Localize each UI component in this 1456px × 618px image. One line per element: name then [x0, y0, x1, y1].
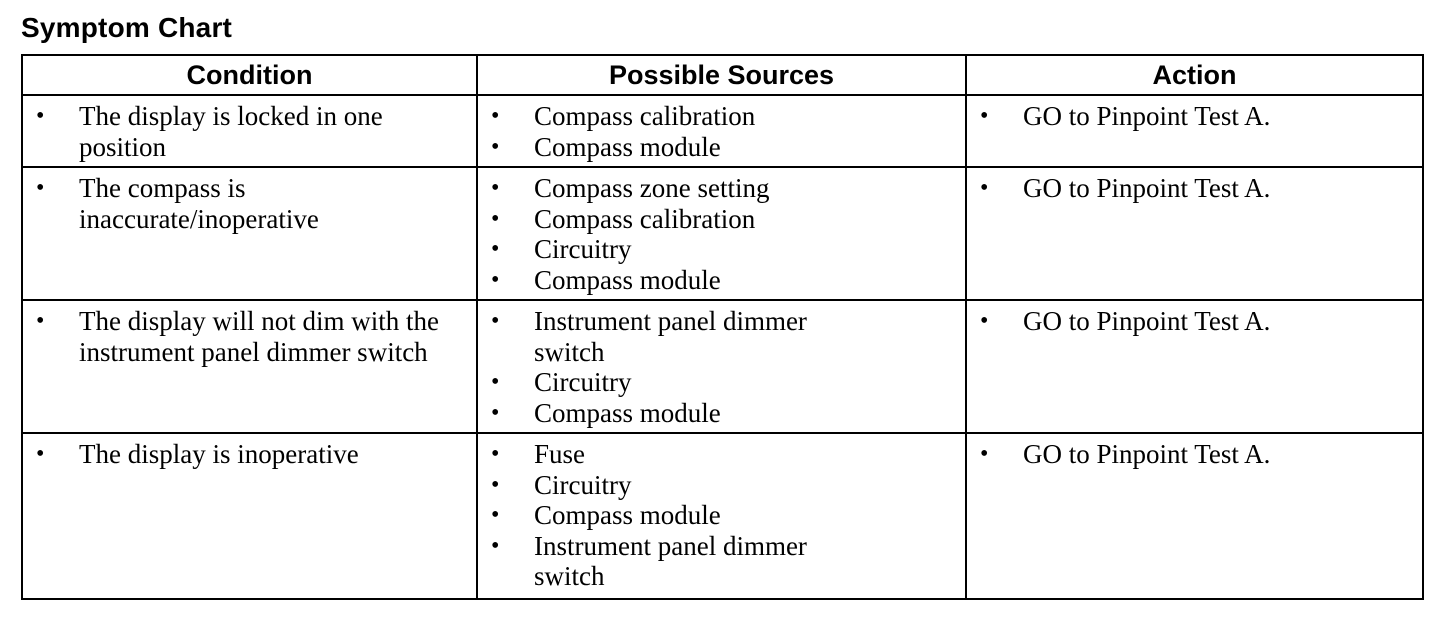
bullet-icon: •: [491, 175, 500, 201]
bullet-icon: •: [36, 441, 45, 467]
symptom-table: [21, 54, 1424, 600]
bullet-icon: •: [491, 369, 500, 395]
header-possible-sources: Possible Sources: [477, 55, 966, 95]
list-item: • Instrument panel dimmer switch: [491, 306, 807, 367]
list-item: • Compass module: [491, 500, 721, 530]
list-item: • Instrument panel dimmer switch: [491, 530, 807, 591]
condition-cell: [22, 433, 477, 599]
list-item: • The display will not dim with the instrument panel dimmer switch: [36, 306, 439, 367]
table-row: [22, 167, 1423, 300]
list-item: • GO to Pinpoint Test A.: [980, 306, 1271, 336]
list-item: • Compass module: [491, 264, 721, 295]
page-title: Symptom Chart: [21, 12, 233, 43]
condition-cell: [22, 300, 477, 433]
bullet-icon: •: [36, 103, 45, 129]
list-item: • GO to Pinpoint Test A.: [980, 101, 1271, 131]
list-item: • The compass is inaccurate/inoperative: [36, 173, 319, 234]
bullet-icon: •: [491, 205, 500, 232]
sources-cell: [477, 95, 966, 167]
table-row: [22, 433, 1423, 599]
header-action: Action: [966, 55, 1423, 95]
list-item: • Compass module: [491, 131, 721, 162]
action-cell: [966, 167, 1423, 300]
bullet-icon: •: [491, 441, 500, 467]
bullet-icon: •: [491, 103, 500, 129]
list-item: • The display is inoperative: [36, 439, 359, 469]
list-item: • Compass calibration: [491, 101, 756, 131]
action-cell: [966, 433, 1423, 599]
list-item: • Circuitry: [491, 234, 632, 264]
bullet-icon: •: [491, 471, 500, 498]
bullet-icon: •: [980, 103, 989, 129]
table-row: [22, 95, 1423, 167]
condition-cell: [22, 167, 477, 300]
sources-cell: [477, 300, 966, 433]
bullet-icon: •: [491, 236, 500, 262]
list-item: • Circuitry: [491, 469, 632, 500]
list-item: • Circuitry: [491, 367, 632, 397]
condition-cell: [22, 95, 477, 167]
list-item: • Compass zone setting: [491, 173, 770, 203]
list-item: • Compass calibration: [491, 203, 756, 234]
list-item: • GO to Pinpoint Test A.: [980, 173, 1271, 203]
bullet-icon: •: [491, 399, 500, 426]
header-condition: Condition: [22, 55, 477, 95]
table-header-row: [22, 55, 1423, 95]
bullet-icon: •: [491, 133, 500, 160]
list-item: • Fuse: [491, 439, 586, 469]
bullet-icon: •: [491, 308, 500, 334]
bullet-icon: •: [980, 441, 989, 467]
bullet-icon: •: [36, 175, 45, 201]
action-cell: [966, 300, 1423, 433]
sources-cell: [477, 433, 966, 599]
sources-cell: [477, 167, 966, 300]
action-cell: [966, 95, 1423, 167]
list-item: • Compass module: [491, 397, 721, 428]
bullet-icon: •: [36, 308, 45, 334]
bullet-icon: •: [491, 502, 500, 528]
bullet-icon: •: [980, 308, 989, 334]
table-row: [22, 300, 1423, 433]
list-item: • GO to Pinpoint Test A.: [980, 439, 1271, 469]
bullet-icon: •: [491, 266, 500, 293]
bullet-icon: •: [491, 532, 500, 559]
list-item: • The display is locked in one position: [36, 101, 383, 162]
bullet-icon: •: [980, 175, 989, 201]
